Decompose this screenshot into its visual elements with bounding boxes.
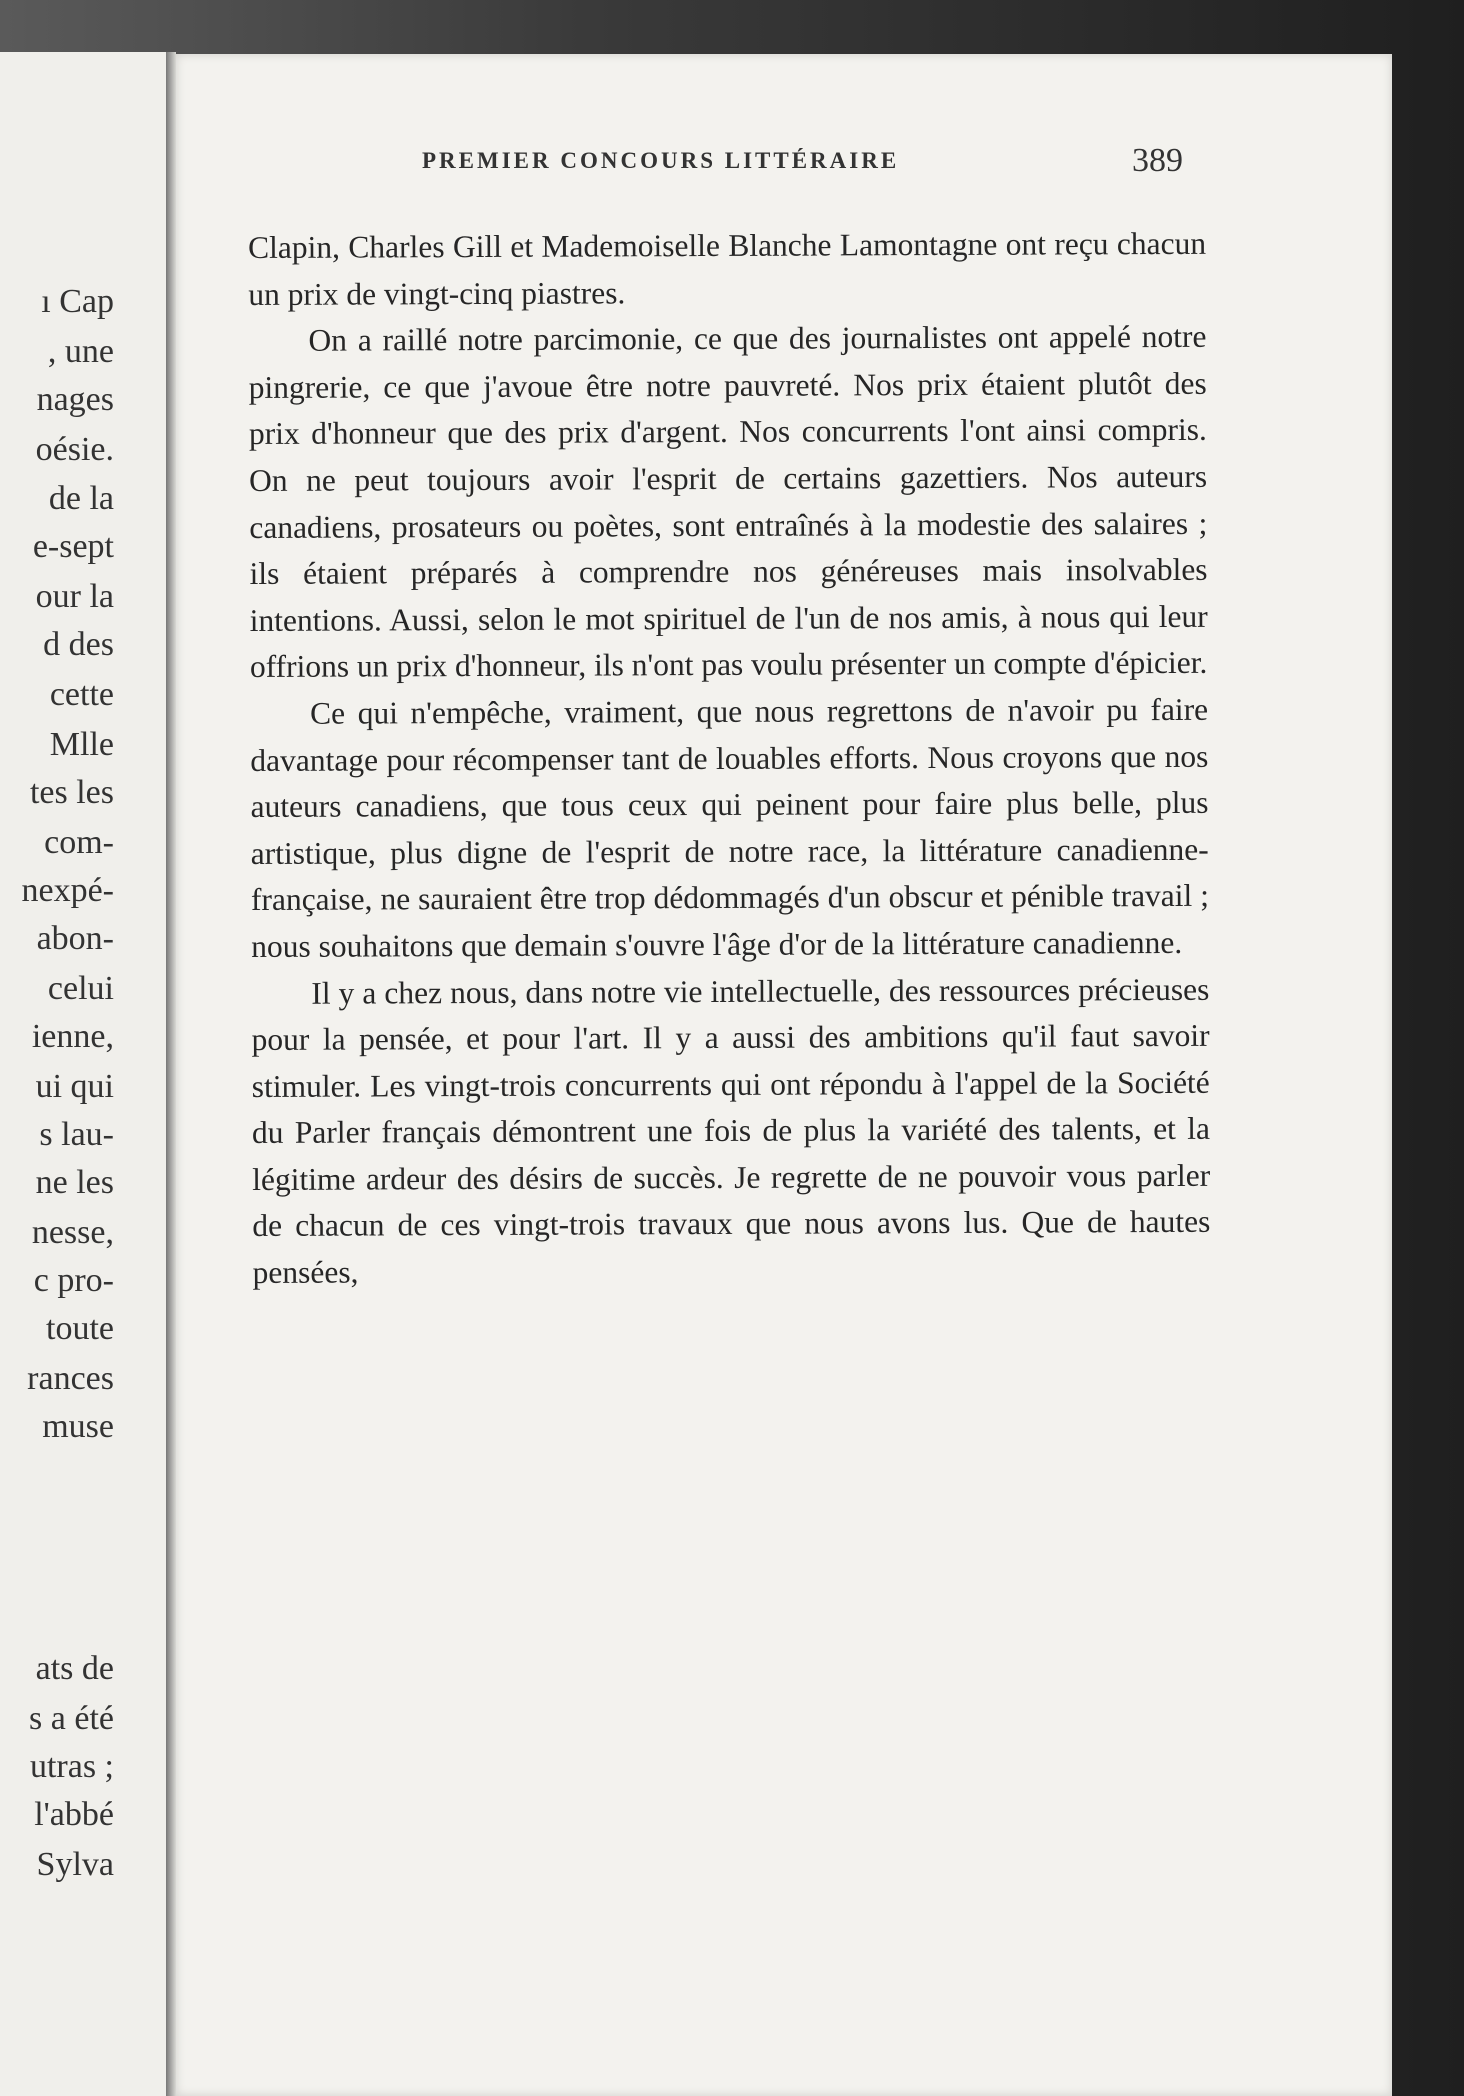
left-page-fragment: de la [48, 480, 114, 517]
paragraph: Il y a chez nous, dans notre vie intellectuelle, des ressources précieuses pour la pensée, et pour l'art. Il y a aussi des ambitions qu'il faut savoir stimuler. Les vingt-trois concurrents qui ont répondu à l'appel de la Société du Parler français démontrent une fois de plus la variété des talents, et la légitime ardeur des désirs de succès. Je regrette de ne pouvoir vous parler de chacun de ces vingt-trois travaux que nous avons lus. Que de hautes pensées, [251, 971, 1211, 1291]
paragraph: Clapin, Charles Gill et Mademoiselle Blanche Lamontagne ont reçu chacun un prix de vingt-cinq piastres. [248, 225, 1207, 312]
left-page-fragment: nages [36, 381, 114, 418]
left-page-fragment: ne les [35, 1164, 114, 1201]
left-page-fragment: nexpé- [21, 872, 114, 909]
left-page-fragment: nesse, [31, 1214, 114, 1251]
page-body [248, 221, 1211, 1297]
page-number: 389 [1132, 142, 1183, 179]
left-page-fragment: s lau- [39, 1116, 114, 1153]
book-gutter [166, 52, 176, 2096]
left-page-edge [0, 52, 170, 2096]
left-page-fragment: abon- [36, 920, 114, 957]
left-page-fragment: com- [44, 824, 114, 861]
running-title: PREMIER CONCOURS LITTÉRAIRE [422, 148, 900, 173]
left-page-fragment: , une [47, 333, 114, 370]
left-page-fragment: ui qui [35, 1068, 114, 1105]
left-page-fragment: d des [43, 626, 114, 663]
left-page-fragment: rances [27, 1360, 114, 1397]
right-page [176, 54, 1392, 2096]
paragraph: On a raillé notre parcimonie, ce que des journalistes ont appelé notre pingrerie, ce que j'avoue être notre pauvreté. Nos prix étaient plutôt des prix d'honneur que des prix d'argent. Nos concurrents l'ont ainsi compris. On ne peut toujours avoir l'esprit de certains gazettiers. Nos auteurs canadiens, prosateurs ou poètes, sont entraînés à la modestie des salaires ; ils étaient préparés à comprendre nos généreuses mais insolvables intentions. Aussi, selon le mot spirituel de l'un de nos amis, à nous qui leur offrions un prix d'honneur, ils n'ont pas voulu présenter un compte d'épicier. [248, 319, 1208, 685]
left-page-fragment: s a été [29, 1700, 114, 1737]
left-page-fragment: Sylva [36, 1846, 114, 1883]
left-page-fragment: ı Cap [41, 283, 114, 320]
paragraph: Ce qui n'empêche, vraiment, que nous regrettons de n'avoir pu faire davantage pour récompenser tant de louables efforts. Nous croyons que nos auteurs canadiens, que tous ceux qui peinent pour faire plus belle, plus artistique, plus digne de l'esprit de notre race, la littérature canadienne-française, ne sauraient être trop dédommagés d'un obscur et pénible travail ; nous souhaitons que demain s'ouvre l'âge d'or de la littérature canadienne. [250, 691, 1210, 964]
left-page-fragment: c pro- [33, 1262, 114, 1299]
left-page-fragment: toute [46, 1310, 114, 1347]
left-page-fragment: cette [49, 676, 114, 713]
left-page-fragment: utras ; [29, 1748, 114, 1785]
left-page-fragment: Mlle [49, 726, 114, 763]
left-page-fragment: l'abbé [34, 1796, 114, 1833]
left-page-fragment: ienne, [31, 1018, 114, 1055]
left-page-fragment: our la [35, 578, 114, 615]
left-page-fragment: ats de [35, 1650, 114, 1687]
left-page-fragment: muse [42, 1408, 114, 1445]
left-page-fragment: tes les [29, 774, 114, 811]
left-page-fragment: e-sept [32, 528, 114, 565]
left-page-fragment: oésie. [35, 431, 114, 468]
page-header [176, 142, 1392, 202]
left-page-fragment: celui [47, 970, 114, 1007]
